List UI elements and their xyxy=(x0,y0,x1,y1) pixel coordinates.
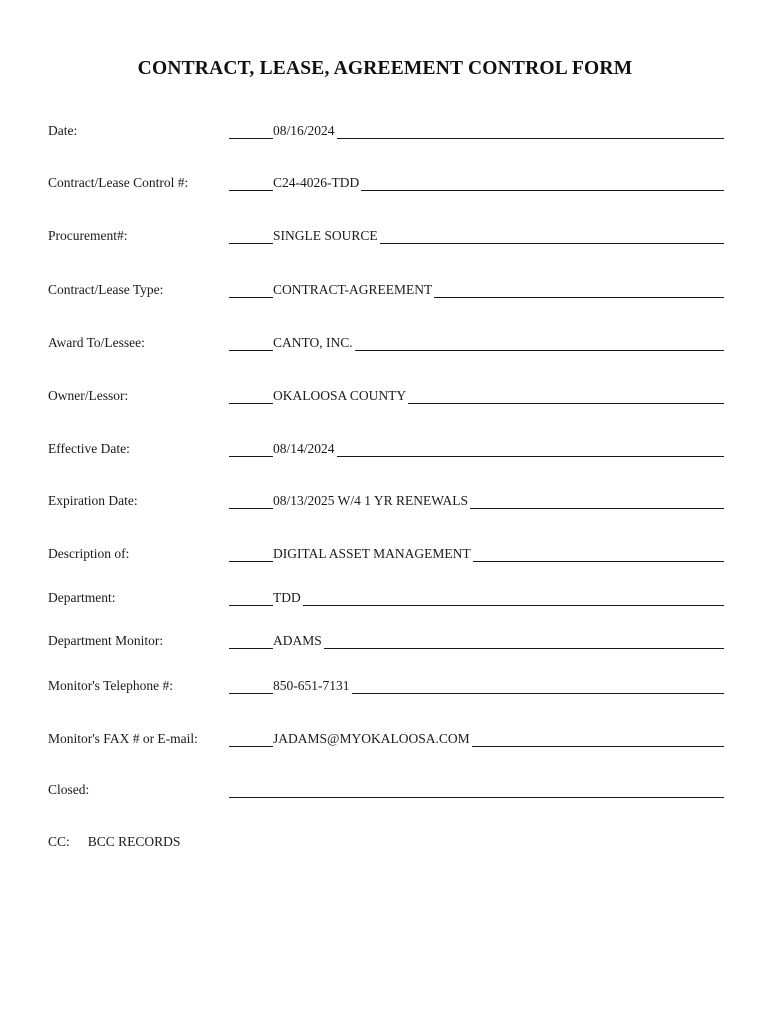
cc-label: CC: xyxy=(48,834,70,849)
field-underline xyxy=(229,797,724,798)
field-closed xyxy=(0,781,770,803)
field-label: Department: xyxy=(48,590,116,605)
field-label: Owner/Lessor: xyxy=(48,388,129,403)
field-underline xyxy=(229,605,724,606)
field-value: DIGITAL ASSET MANAGEMENT xyxy=(273,546,471,561)
field-effective-date xyxy=(0,440,770,462)
field-label: Expiration Date: xyxy=(48,493,138,508)
field-award-to xyxy=(0,334,770,356)
field-label: Closed: xyxy=(48,782,90,797)
field-label: Award To/Lessee: xyxy=(48,335,145,350)
field-label: Contract/Lease Control #: xyxy=(48,175,189,190)
field-label: Procurement#: xyxy=(48,228,128,243)
field-label: Monitor's FAX # or E-mail: xyxy=(48,731,198,746)
field-value: 08/13/2025 W/4 1 YR RENEWALS xyxy=(273,493,468,508)
field-date xyxy=(0,122,770,144)
field-owner xyxy=(0,387,770,409)
field-value: JADAMS@MYOKALOOSA.COM xyxy=(273,731,470,746)
field-value: OKALOOSA COUNTY xyxy=(273,388,407,403)
field-value: CONTRACT-AGREEMENT xyxy=(273,282,433,297)
form-title: CONTRACT, LEASE, AGREEMENT CONTROL FORM xyxy=(137,58,633,79)
field-control-number xyxy=(0,174,770,196)
field-value: 850-651-7131 xyxy=(273,678,350,693)
field-description xyxy=(0,545,770,567)
field-monitor-telephone xyxy=(0,677,770,699)
field-department-monitor xyxy=(0,632,770,654)
field-value: TDD xyxy=(273,590,301,605)
cc-line xyxy=(48,833,180,851)
field-department xyxy=(0,589,770,611)
field-label: Date: xyxy=(48,123,78,138)
field-monitor-fax-email xyxy=(0,730,770,752)
field-value: ADAMS xyxy=(273,633,322,648)
field-contract-type xyxy=(0,281,770,303)
field-value: SINGLE SOURCE xyxy=(273,228,378,243)
field-value: 08/16/2024 xyxy=(273,123,335,138)
field-label: Contract/Lease Type: xyxy=(48,282,164,297)
field-value: C24-4026-TDD xyxy=(273,175,360,190)
cc-value: BCC RECORDS xyxy=(87,834,181,849)
field-expiration-date xyxy=(0,492,770,514)
field-label: Department Monitor: xyxy=(48,633,164,648)
field-label: Effective Date: xyxy=(48,441,130,456)
field-value: 08/14/2024 xyxy=(273,441,335,456)
field-label: Monitor's Telephone #: xyxy=(48,678,173,693)
field-label: Description of: xyxy=(48,546,130,561)
field-value: CANTO, INC. xyxy=(273,335,353,350)
field-procurement xyxy=(0,227,770,249)
